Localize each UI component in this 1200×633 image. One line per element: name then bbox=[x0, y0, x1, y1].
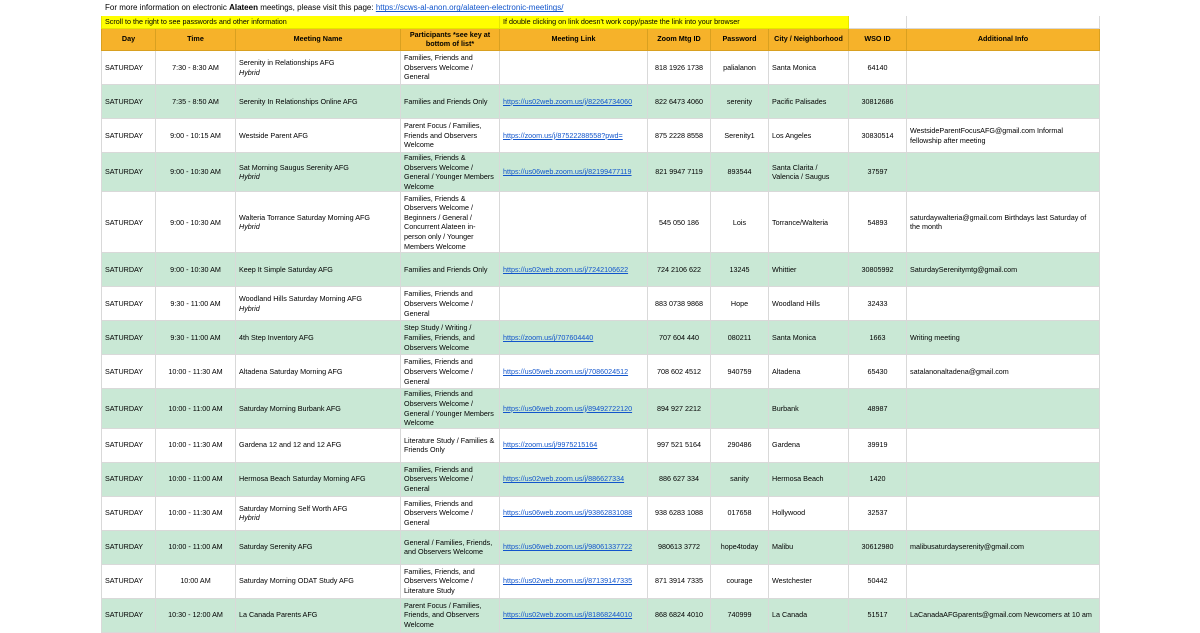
spreadsheet bbox=[101, 0, 1099, 633]
meeting-link[interactable]: https://us02web.zoom.us/j/886627334 bbox=[503, 474, 625, 484]
cell-meeting-name[interactable] bbox=[236, 153, 401, 192]
cell-time[interactable]: 9:00 - 10:30 AM bbox=[156, 253, 236, 287]
cell-password[interactable]: courage bbox=[711, 564, 769, 598]
cell-time[interactable]: 7:35 - 8:50 AM bbox=[156, 85, 236, 119]
meeting-link[interactable]: https://us02web.zoom.us/j/87139147335 bbox=[503, 576, 633, 586]
cell-wso-id[interactable]: 51517 bbox=[849, 598, 907, 632]
cell-time[interactable]: 10:00 - 11:00 AM bbox=[156, 530, 236, 564]
cell-meeting-link[interactable] bbox=[500, 85, 648, 119]
cell-additional-info[interactable]: SaturdaySerenitymtg@gmail.com bbox=[907, 253, 1100, 287]
table-row[interactable] bbox=[102, 355, 1100, 389]
meeting-name: Altadena Saturday Morning AFG bbox=[239, 367, 343, 377]
meeting-link[interactable]: https://zoom.us/j/87522288558?pwd= bbox=[503, 130, 623, 140]
cell-participants[interactable]: Families, Friends & Observers Welcome / General / Younger Members Welcome bbox=[401, 153, 500, 192]
cell-day[interactable]: SATURDAY bbox=[102, 389, 156, 428]
cell-meeting-link[interactable] bbox=[500, 253, 648, 287]
cell-additional-info[interactable] bbox=[907, 51, 1100, 85]
meeting-name: Keep It Simple Saturday AFG bbox=[239, 265, 333, 275]
cell-wso-id[interactable]: 30805992 bbox=[849, 253, 907, 287]
meeting-name: 4th Step Inventory AFG bbox=[239, 333, 314, 343]
cell-meeting-link[interactable] bbox=[500, 496, 648, 530]
cell-city[interactable]: Gardena bbox=[769, 428, 849, 462]
cell-day[interactable]: SATURDAY bbox=[102, 253, 156, 287]
cell-day[interactable]: SATURDAY bbox=[102, 564, 156, 598]
cell-participants[interactable]: Families, Friends and Observers Welcome / General bbox=[401, 462, 500, 496]
meeting-name: Serenity In Relationships Online AFG bbox=[239, 96, 358, 106]
cell-meeting-name[interactable] bbox=[236, 287, 401, 321]
cell-time[interactable]: 10:00 - 11:00 AM bbox=[156, 389, 236, 428]
blank-cell bbox=[849, 16, 907, 29]
meeting-link[interactable]: https://us02web.zoom.us/j/81868244010 bbox=[503, 610, 633, 620]
cell-additional-info[interactable] bbox=[907, 462, 1100, 496]
cell-day[interactable]: SATURDAY bbox=[102, 496, 156, 530]
cell-participants[interactable]: Families and Friends Only bbox=[401, 253, 500, 287]
meeting-name: Westside Parent AFG bbox=[239, 130, 308, 140]
cell-additional-info[interactable]: Writing meeting bbox=[907, 321, 1100, 355]
cell-city[interactable]: Pacific Palisades bbox=[769, 85, 849, 119]
cell-day[interactable]: SATURDAY bbox=[102, 85, 156, 119]
header-zoom-id[interactable]: Zoom Mtg ID bbox=[648, 29, 711, 51]
cell-additional-info[interactable] bbox=[907, 389, 1100, 428]
cell-zoom-id[interactable]: 938 6283 1088 bbox=[648, 496, 711, 530]
info-prefix: For more information on electronic bbox=[105, 3, 230, 13]
cell-additional-info[interactable] bbox=[907, 496, 1100, 530]
cell-meeting-name[interactable] bbox=[236, 598, 401, 632]
info-row bbox=[102, 1, 1100, 16]
cell-participants[interactable]: Parent Focus / Families, Friends, and Observers Welcome bbox=[401, 598, 500, 632]
cell-meeting-link[interactable] bbox=[500, 530, 648, 564]
cell-meeting-link[interactable] bbox=[500, 287, 648, 321]
cell-zoom-id[interactable]: 822 6473 4060 bbox=[648, 85, 711, 119]
cell-wso-id[interactable]: 1663 bbox=[849, 321, 907, 355]
cell-city[interactable]: Hermosa Beach bbox=[769, 462, 849, 496]
cell-password[interactable]: hope4today bbox=[711, 530, 769, 564]
cell-time[interactable]: 9:30 - 11:00 AM bbox=[156, 321, 236, 355]
cell-participants[interactable]: Step Study / Writing / Families, Friends, and Observers Welcome bbox=[401, 321, 500, 355]
meeting-name: Saturday Morning ODAT Study AFG bbox=[239, 576, 354, 586]
cell-zoom-id[interactable]: 708 602 4512 bbox=[648, 355, 711, 389]
cell-time[interactable]: 10:00 - 11:30 AM bbox=[156, 496, 236, 530]
cell-city[interactable]: Santa Clarita / Valencia / Saugus bbox=[769, 153, 849, 192]
cell-time[interactable]: 10:00 - 11:30 AM bbox=[156, 355, 236, 389]
cell-zoom-id[interactable]: 868 6824 4010 bbox=[648, 598, 711, 632]
cell-password[interactable]: 893544 bbox=[711, 153, 769, 192]
cell-city[interactable]: Altadena bbox=[769, 355, 849, 389]
cell-password[interactable]: Hope bbox=[711, 287, 769, 321]
cell-additional-info[interactable] bbox=[907, 564, 1100, 598]
table-row[interactable] bbox=[102, 428, 1100, 462]
header-additional-info[interactable]: Additional Info bbox=[907, 29, 1100, 51]
table-row[interactable] bbox=[102, 389, 1100, 428]
cell-meeting-link[interactable] bbox=[500, 153, 648, 192]
header-time[interactable]: Time bbox=[156, 29, 236, 51]
cell-participants[interactable]: Families, Friends and Observers Welcome / General / Younger Members Welcome bbox=[401, 389, 500, 428]
cell-meeting-link[interactable] bbox=[500, 51, 648, 85]
header-row bbox=[102, 29, 1100, 51]
cell-password[interactable]: 740999 bbox=[711, 598, 769, 632]
cell-wso-id[interactable]: 30612980 bbox=[849, 530, 907, 564]
cell-password[interactable]: Serenity1 bbox=[711, 119, 769, 153]
cell-wso-id[interactable]: 54893 bbox=[849, 192, 907, 253]
meeting-name: Saturday Morning Self Worth AFG bbox=[239, 503, 348, 513]
cell-meeting-name[interactable] bbox=[236, 192, 401, 253]
cell-password[interactable]: sanity bbox=[711, 462, 769, 496]
cell-zoom-id[interactable]: 724 2106 622 bbox=[648, 253, 711, 287]
info-suffix: meetings, please visit this page: bbox=[257, 3, 376, 13]
cell-zoom-id[interactable]: 821 9947 7119 bbox=[648, 153, 711, 192]
cell-zoom-id[interactable]: 818 1926 1738 bbox=[648, 51, 711, 85]
table-row[interactable] bbox=[102, 119, 1100, 153]
cell-additional-info[interactable] bbox=[907, 85, 1100, 119]
cell-city[interactable]: La Canada bbox=[769, 598, 849, 632]
cell-meeting-name[interactable] bbox=[236, 119, 401, 153]
cell-day[interactable]: SATURDAY bbox=[102, 321, 156, 355]
note-row bbox=[102, 16, 1100, 29]
cell-day[interactable]: SATURDAY bbox=[102, 355, 156, 389]
cell-time[interactable]: 10:00 - 11:30 AM bbox=[156, 428, 236, 462]
table-row[interactable] bbox=[102, 564, 1100, 598]
cell-time[interactable]: 10:00 - 11:00 AM bbox=[156, 462, 236, 496]
header-password[interactable]: Password bbox=[711, 29, 769, 51]
hybrid-label: Hybrid bbox=[239, 303, 260, 313]
meeting-name: Sat Morning Saugus Serenity AFG bbox=[239, 162, 349, 172]
header-meeting-name[interactable]: Meeting Name bbox=[236, 29, 401, 51]
cell-meeting-link[interactable] bbox=[500, 119, 648, 153]
hybrid-label: Hybrid bbox=[239, 172, 260, 182]
cell-meeting-link[interactable] bbox=[500, 192, 648, 253]
meeting-name: La Canada Parents AFG bbox=[239, 610, 318, 620]
meeting-name: Hermosa Beach Saturday Morning AFG bbox=[239, 474, 366, 484]
cell-password[interactable]: serenity bbox=[711, 85, 769, 119]
cell-day[interactable]: SATURDAY bbox=[102, 530, 156, 564]
cell-meeting-name[interactable] bbox=[236, 355, 401, 389]
cell-day[interactable]: SATURDAY bbox=[102, 428, 156, 462]
cell-password[interactable]: 017658 bbox=[711, 496, 769, 530]
table-row[interactable] bbox=[102, 530, 1100, 564]
cell-zoom-id[interactable]: 871 3914 7335 bbox=[648, 564, 711, 598]
cell-additional-info[interactable]: WestsideParentFocusAFG@gmail.com Informal fellowship after meeting bbox=[907, 119, 1100, 153]
cell-city[interactable]: Woodland Hills bbox=[769, 287, 849, 321]
cell-day[interactable]: SATURDAY bbox=[102, 287, 156, 321]
meeting-link[interactable]: https://us06web.zoom.us/j/82199477119 bbox=[503, 167, 632, 177]
table-row[interactable] bbox=[102, 51, 1100, 85]
cell-meeting-name[interactable] bbox=[236, 321, 401, 355]
cell-participants[interactable]: Parent Focus / Families, Friends and Observers Welcome bbox=[401, 119, 500, 153]
hybrid-label: Hybrid bbox=[239, 222, 260, 232]
meeting-link[interactable]: https://us06web.zoom.us/j/98061337722 bbox=[503, 542, 633, 552]
meetings-table bbox=[101, 0, 1100, 633]
cell-day[interactable]: SATURDAY bbox=[102, 51, 156, 85]
cell-meeting-name[interactable] bbox=[236, 530, 401, 564]
cell-zoom-id[interactable]: 980613 3772 bbox=[648, 530, 711, 564]
header-city[interactable]: City / Neighborhood bbox=[769, 29, 849, 51]
cell-city[interactable]: Westchester bbox=[769, 564, 849, 598]
table-row[interactable] bbox=[102, 287, 1100, 321]
cell-city[interactable]: Los Angeles bbox=[769, 119, 849, 153]
cell-zoom-id[interactable]: 883 0738 9868 bbox=[648, 287, 711, 321]
cell-password[interactable]: Lois bbox=[711, 192, 769, 253]
cell-meeting-link[interactable] bbox=[500, 564, 648, 598]
cell-day[interactable]: SATURDAY bbox=[102, 153, 156, 192]
cell-city[interactable]: Santa Monica bbox=[769, 51, 849, 85]
info-cell bbox=[102, 1, 1100, 16]
meeting-name: Saturday Morning Burbank AFG bbox=[239, 403, 341, 413]
cell-time[interactable]: 10:00 AM bbox=[156, 564, 236, 598]
cell-wso-id[interactable]: 65430 bbox=[849, 355, 907, 389]
note-right: If double clicking on link doesn't work copy/paste the link into your browser bbox=[500, 16, 849, 29]
cell-day[interactable]: SATURDAY bbox=[102, 119, 156, 153]
cell-wso-id[interactable]: 32537 bbox=[849, 496, 907, 530]
cell-city[interactable]: Santa Monica bbox=[769, 321, 849, 355]
cell-zoom-id[interactable]: 894 927 2212 bbox=[648, 389, 711, 428]
table-row[interactable] bbox=[102, 598, 1100, 632]
cell-day[interactable]: SATURDAY bbox=[102, 192, 156, 253]
note-left: Scroll to the right to see passwords and other information bbox=[102, 16, 500, 29]
cell-meeting-name[interactable] bbox=[236, 564, 401, 598]
cell-day[interactable]: SATURDAY bbox=[102, 598, 156, 632]
cell-password[interactable]: palialanon bbox=[711, 51, 769, 85]
cell-zoom-id[interactable]: 886 627 334 bbox=[648, 462, 711, 496]
meeting-link[interactable]: https://zoom.us/j/707604440 bbox=[503, 333, 594, 343]
cell-zoom-id[interactable]: 997 521 5164 bbox=[648, 428, 711, 462]
header-participants[interactable]: Participants *see key at bottom of list* bbox=[401, 29, 500, 51]
cell-day[interactable]: SATURDAY bbox=[102, 462, 156, 496]
cell-city[interactable]: Malibu bbox=[769, 530, 849, 564]
cell-password[interactable] bbox=[711, 389, 769, 428]
cell-additional-info[interactable] bbox=[907, 153, 1100, 192]
cell-wso-id[interactable]: 1420 bbox=[849, 462, 907, 496]
blank-cell bbox=[907, 16, 1100, 29]
info-bold: Alateen bbox=[229, 3, 258, 13]
cell-city[interactable]: Whittier bbox=[769, 253, 849, 287]
cell-additional-info[interactable]: satalanonaltadena@gmail.com bbox=[907, 355, 1100, 389]
table-row[interactable] bbox=[102, 496, 1100, 530]
cell-participants[interactable]: Families, Friends & Observers Welcome / Beginners / General / Concurrent Alateen in-person only / Younger Members Welcome bbox=[401, 192, 500, 253]
cell-time[interactable]: 9:00 - 10:30 AM bbox=[156, 153, 236, 192]
cell-meeting-link[interactable] bbox=[500, 389, 648, 428]
cell-wso-id[interactable]: 48987 bbox=[849, 389, 907, 428]
cell-password[interactable]: 13245 bbox=[711, 253, 769, 287]
cell-password[interactable]: 080211 bbox=[711, 321, 769, 355]
cell-password[interactable]: 290486 bbox=[711, 428, 769, 462]
meeting-name: Woodland Hills Saturday Morning AFG bbox=[239, 294, 362, 304]
cell-zoom-id[interactable]: 545 050 186 bbox=[648, 192, 711, 253]
header-wso-id[interactable]: WSO ID bbox=[849, 29, 907, 51]
cell-city[interactable]: Burbank bbox=[769, 389, 849, 428]
alateen-link[interactable]: https://scws-al-anon.org/alateen-electronic-meetings/ bbox=[375, 3, 564, 13]
meeting-link[interactable]: https://us02web.zoom.us/j/7242106622 bbox=[503, 265, 629, 275]
cell-meeting-link[interactable] bbox=[500, 428, 648, 462]
cell-meeting-link[interactable] bbox=[500, 321, 648, 355]
table-row[interactable] bbox=[102, 321, 1100, 355]
header-day[interactable]: Day bbox=[102, 29, 156, 51]
table-row[interactable] bbox=[102, 462, 1100, 496]
meeting-name: Saturday Serenity AFG bbox=[239, 542, 313, 552]
cell-meeting-link[interactable] bbox=[500, 598, 648, 632]
cell-wso-id[interactable]: 39919 bbox=[849, 428, 907, 462]
cell-additional-info[interactable]: malibusaturdayserenity@gmail.com bbox=[907, 530, 1100, 564]
cell-password[interactable]: 940759 bbox=[711, 355, 769, 389]
cell-participants[interactable]: Families and Friends Only bbox=[401, 85, 500, 119]
table-row[interactable] bbox=[102, 192, 1100, 253]
cell-additional-info[interactable]: saturdaywalteria@gmail.com Birthdays last Saturday of the month bbox=[907, 192, 1100, 253]
cell-participants[interactable]: Families, Friends and Observers Welcome / General bbox=[401, 287, 500, 321]
header-meeting-link[interactable]: Meeting Link bbox=[500, 29, 648, 51]
cell-wso-id[interactable]: 30830514 bbox=[849, 119, 907, 153]
cell-meeting-name[interactable] bbox=[236, 496, 401, 530]
cell-zoom-id[interactable]: 707 604 440 bbox=[648, 321, 711, 355]
meeting-link[interactable]: https://zoom.us/j/9975215164 bbox=[503, 440, 598, 450]
cell-city[interactable]: Hollywood bbox=[769, 496, 849, 530]
meeting-link[interactable]: https://us06web.zoom.us/j/93862831088 bbox=[503, 508, 633, 518]
cell-time[interactable]: 10:30 - 12:00 AM bbox=[156, 598, 236, 632]
cell-meeting-name[interactable] bbox=[236, 51, 401, 85]
table-row[interactable] bbox=[102, 153, 1100, 192]
cell-meeting-link[interactable] bbox=[500, 462, 648, 496]
meeting-name: Gardena 12 and 12 and 12 AFG bbox=[239, 440, 342, 450]
meeting-name: Serenity in Relationships AFG bbox=[239, 57, 335, 67]
cell-participants[interactable]: Families, Friends, and Observers Welcome / Literature Study bbox=[401, 564, 500, 598]
cell-city[interactable]: Torrance/Walteria bbox=[769, 192, 849, 253]
cell-additional-info[interactable]: LaCanadaAFGparents@gmail.com Newcomers at 10 am bbox=[907, 598, 1100, 632]
cell-meeting-name[interactable] bbox=[236, 389, 401, 428]
cell-additional-info[interactable] bbox=[907, 428, 1100, 462]
cell-participants[interactable]: Families, Friends and Observers Welcome / General bbox=[401, 51, 500, 85]
cell-participants[interactable]: General / Families, Friends, and Observers Welcome bbox=[401, 530, 500, 564]
hybrid-label: Hybrid bbox=[239, 67, 260, 77]
cell-meeting-link[interactable] bbox=[500, 355, 648, 389]
cell-participants[interactable]: Literature Study / Families & Friends Only bbox=[401, 428, 500, 462]
cell-meeting-name[interactable] bbox=[236, 85, 401, 119]
cell-wso-id[interactable]: 32433 bbox=[849, 287, 907, 321]
meeting-link[interactable]: https://us06web.zoom.us/j/89492722120 bbox=[503, 403, 633, 413]
cell-time[interactable]: 7:30 - 8:30 AM bbox=[156, 51, 236, 85]
cell-wso-id[interactable]: 37597 bbox=[849, 153, 907, 192]
cell-wso-id[interactable]: 64140 bbox=[849, 51, 907, 85]
cell-time[interactable]: 9:00 - 10:15 AM bbox=[156, 119, 236, 153]
cell-wso-id[interactable]: 30812686 bbox=[849, 85, 907, 119]
cell-time[interactable]: 9:00 - 10:30 AM bbox=[156, 192, 236, 253]
cell-participants[interactable]: Families, Friends and Observers Welcome / General bbox=[401, 496, 500, 530]
meeting-link[interactable]: https://us05web.zoom.us/j/7086024512 bbox=[503, 367, 629, 377]
table-row[interactable] bbox=[102, 85, 1100, 119]
table-row[interactable] bbox=[102, 253, 1100, 287]
cell-meeting-name[interactable] bbox=[236, 253, 401, 287]
cell-additional-info[interactable] bbox=[907, 287, 1100, 321]
cell-meeting-name[interactable] bbox=[236, 462, 401, 496]
cell-zoom-id[interactable]: 875 2228 8558 bbox=[648, 119, 711, 153]
meeting-link[interactable]: https://us02web.zoom.us/j/82264734060 bbox=[503, 96, 633, 106]
cell-participants[interactable]: Families, Friends and Observers Welcome / General bbox=[401, 355, 500, 389]
cell-time[interactable]: 9:30 - 11:00 AM bbox=[156, 287, 236, 321]
meeting-name: Walteria Torrance Saturday Morning AFG bbox=[239, 212, 371, 222]
hybrid-label: Hybrid bbox=[239, 513, 260, 523]
cell-meeting-name[interactable] bbox=[236, 428, 401, 462]
cell-wso-id[interactable]: 50442 bbox=[849, 564, 907, 598]
